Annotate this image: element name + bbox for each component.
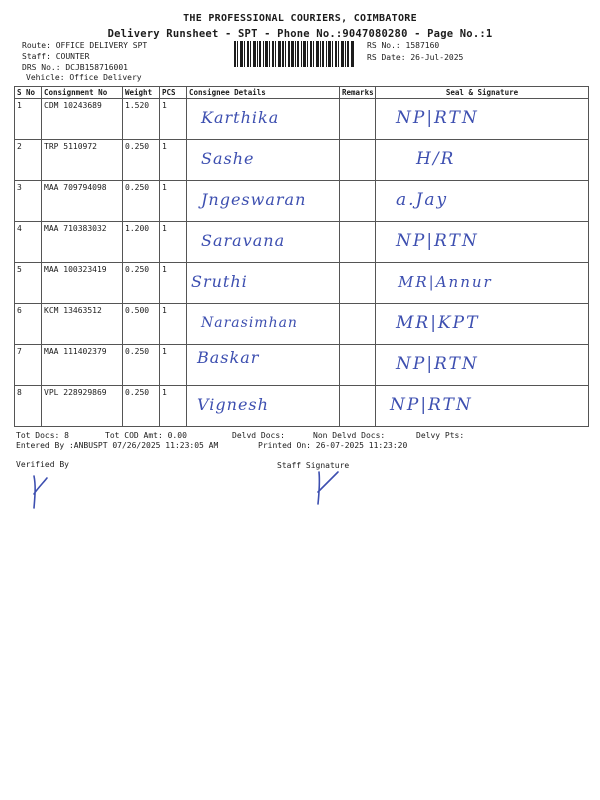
verified-by-label: Verified By (16, 460, 69, 469)
cell-weight: 0.250 (123, 140, 160, 181)
total-docs: Tot Docs: 8 (16, 431, 69, 440)
cell-pcs: 1 (160, 386, 187, 427)
cell-consignment: CDM 10243689 (42, 99, 123, 140)
seal-handwriting: NP|RTN (396, 108, 479, 128)
cell-pcs: 1 (160, 263, 187, 304)
cell-consignment: MAA 710383032 (42, 222, 123, 263)
barcode (234, 41, 354, 67)
cell-seal (376, 304, 589, 345)
table-row (15, 345, 589, 386)
cell-weight: 0.500 (123, 304, 160, 345)
cell-sno: 2 (15, 140, 42, 181)
cell-consignment: MAA 100323419 (42, 263, 123, 304)
cell-seal (376, 181, 589, 222)
seal-handwriting: H/R (416, 149, 456, 169)
table-header-row (15, 87, 589, 99)
cell-remarks (340, 263, 376, 304)
cell-consignee (187, 263, 340, 304)
runsheet-title: Delivery Runsheet - SPT - Phone No.:9047080280 - Page No.:1 (107, 28, 493, 40)
consignee-handwriting: Narasimhan (201, 315, 298, 331)
seal-handwriting: MR|KPT (396, 313, 480, 333)
cell-sno: 6 (15, 304, 42, 345)
delivery-table (14, 86, 589, 427)
cell-sno: 7 (15, 345, 42, 386)
cell-consignment: VPL 228929869 (42, 386, 123, 427)
non-delivered-docs: Non Delvd Docs: (313, 431, 386, 440)
seal-handwriting: NP|RTN (390, 395, 473, 415)
cell-consignment: MAA 111402379 (42, 345, 123, 386)
col-header-consignment: Consignment No (42, 87, 123, 99)
consignee-handwriting: Jngeswaran (201, 190, 307, 209)
cell-remarks (340, 222, 376, 263)
cell-sno: 3 (15, 181, 42, 222)
col-header-weight: Weight (123, 87, 160, 99)
route-label: Route: OFFICE DELIVERY SPT (22, 41, 148, 50)
cell-consignee (187, 99, 340, 140)
staff-label: Staff: COUNTER (22, 52, 90, 61)
cell-seal (376, 140, 589, 181)
cell-consignment: TRP 5110972 (42, 140, 123, 181)
cell-remarks (340, 304, 376, 345)
cell-sno: 8 (15, 386, 42, 427)
seal-handwriting: a.Jay (396, 190, 449, 210)
col-header-sno: S No (15, 87, 42, 99)
cell-seal (376, 263, 589, 304)
table-row (15, 304, 589, 345)
drs-number: DRS No.: DCJB158716001 (22, 63, 128, 72)
company-name: THE PROFESSIONAL COURIERS, COIMBATORE (183, 13, 417, 24)
staff-signature (312, 468, 342, 508)
cell-remarks (340, 140, 376, 181)
col-header-pcs: PCS (160, 87, 187, 99)
cell-weight: 0.250 (123, 386, 160, 427)
cell-seal (376, 345, 589, 386)
cell-consignee (187, 386, 340, 427)
cell-consignee (187, 222, 340, 263)
consignee-handwriting: Vignesh (197, 395, 269, 414)
delivery-points: Delvy Pts: (416, 431, 465, 440)
seal-handwriting: NP|RTN (396, 354, 479, 374)
cell-seal (376, 386, 589, 427)
consignee-handwriting: Sruthi (191, 272, 248, 291)
cell-remarks (340, 99, 376, 140)
printed-on: Printed On: 26-07-2025 11:23:20 (258, 441, 408, 450)
cell-consignment: KCM 13463512 (42, 304, 123, 345)
col-header-seal: Seal & Signature (376, 87, 589, 99)
seal-handwriting: MR|Annur (398, 273, 493, 291)
consignee-handwriting: Karthika (201, 108, 280, 127)
rs-number: RS No.: 1587160 (367, 41, 440, 50)
cell-weight: 1.520 (123, 99, 160, 140)
cell-consignee (187, 345, 340, 386)
rs-date: RS Date: 26-Jul-2025 (367, 53, 464, 62)
consignee-handwriting: Baskar (197, 348, 260, 367)
consignee-handwriting: Sashe (201, 149, 255, 168)
cell-seal (376, 99, 589, 140)
cell-weight: 0.250 (123, 263, 160, 304)
table-row (15, 99, 589, 140)
cell-weight: 1.200 (123, 222, 160, 263)
table-row (15, 181, 589, 222)
cell-consignee (187, 304, 340, 345)
cell-pcs: 1 (160, 181, 187, 222)
seal-handwriting: NP|RTN (396, 231, 479, 251)
table-row (15, 263, 589, 304)
cell-weight: 0.250 (123, 345, 160, 386)
cell-remarks (340, 181, 376, 222)
staff-signature-label: Staff Signature (277, 461, 350, 470)
verifier-signature (28, 474, 52, 510)
total-cod-amount: Tot COD Amt: 0.00 (105, 431, 187, 440)
cell-sno: 4 (15, 222, 42, 263)
cell-sno: 1 (15, 99, 42, 140)
table-row (15, 222, 589, 263)
cell-pcs: 1 (160, 140, 187, 181)
table-row (15, 386, 589, 427)
cell-weight: 0.250 (123, 181, 160, 222)
table-row (15, 140, 589, 181)
cell-remarks (340, 345, 376, 386)
cell-pcs: 1 (160, 99, 187, 140)
cell-consignee (187, 181, 340, 222)
cell-seal (376, 222, 589, 263)
cell-remarks (340, 386, 376, 427)
delivered-docs: Delvd Docs: (232, 431, 285, 440)
col-header-remarks: Remarks (340, 87, 376, 99)
entered-by: Entered By :ANBUSPT 07/26/2025 11:23:05 AM (16, 441, 219, 450)
cell-pcs: 1 (160, 345, 187, 386)
cell-pcs: 1 (160, 222, 187, 263)
col-header-consignee: Consignee Details (187, 87, 340, 99)
vehicle-label: Vehicle: Office Delivery (26, 73, 142, 82)
consignee-handwriting: Saravana (201, 231, 286, 250)
cell-pcs: 1 (160, 304, 187, 345)
cell-consignee (187, 140, 340, 181)
cell-sno: 5 (15, 263, 42, 304)
cell-consignment: MAA 709794098 (42, 181, 123, 222)
